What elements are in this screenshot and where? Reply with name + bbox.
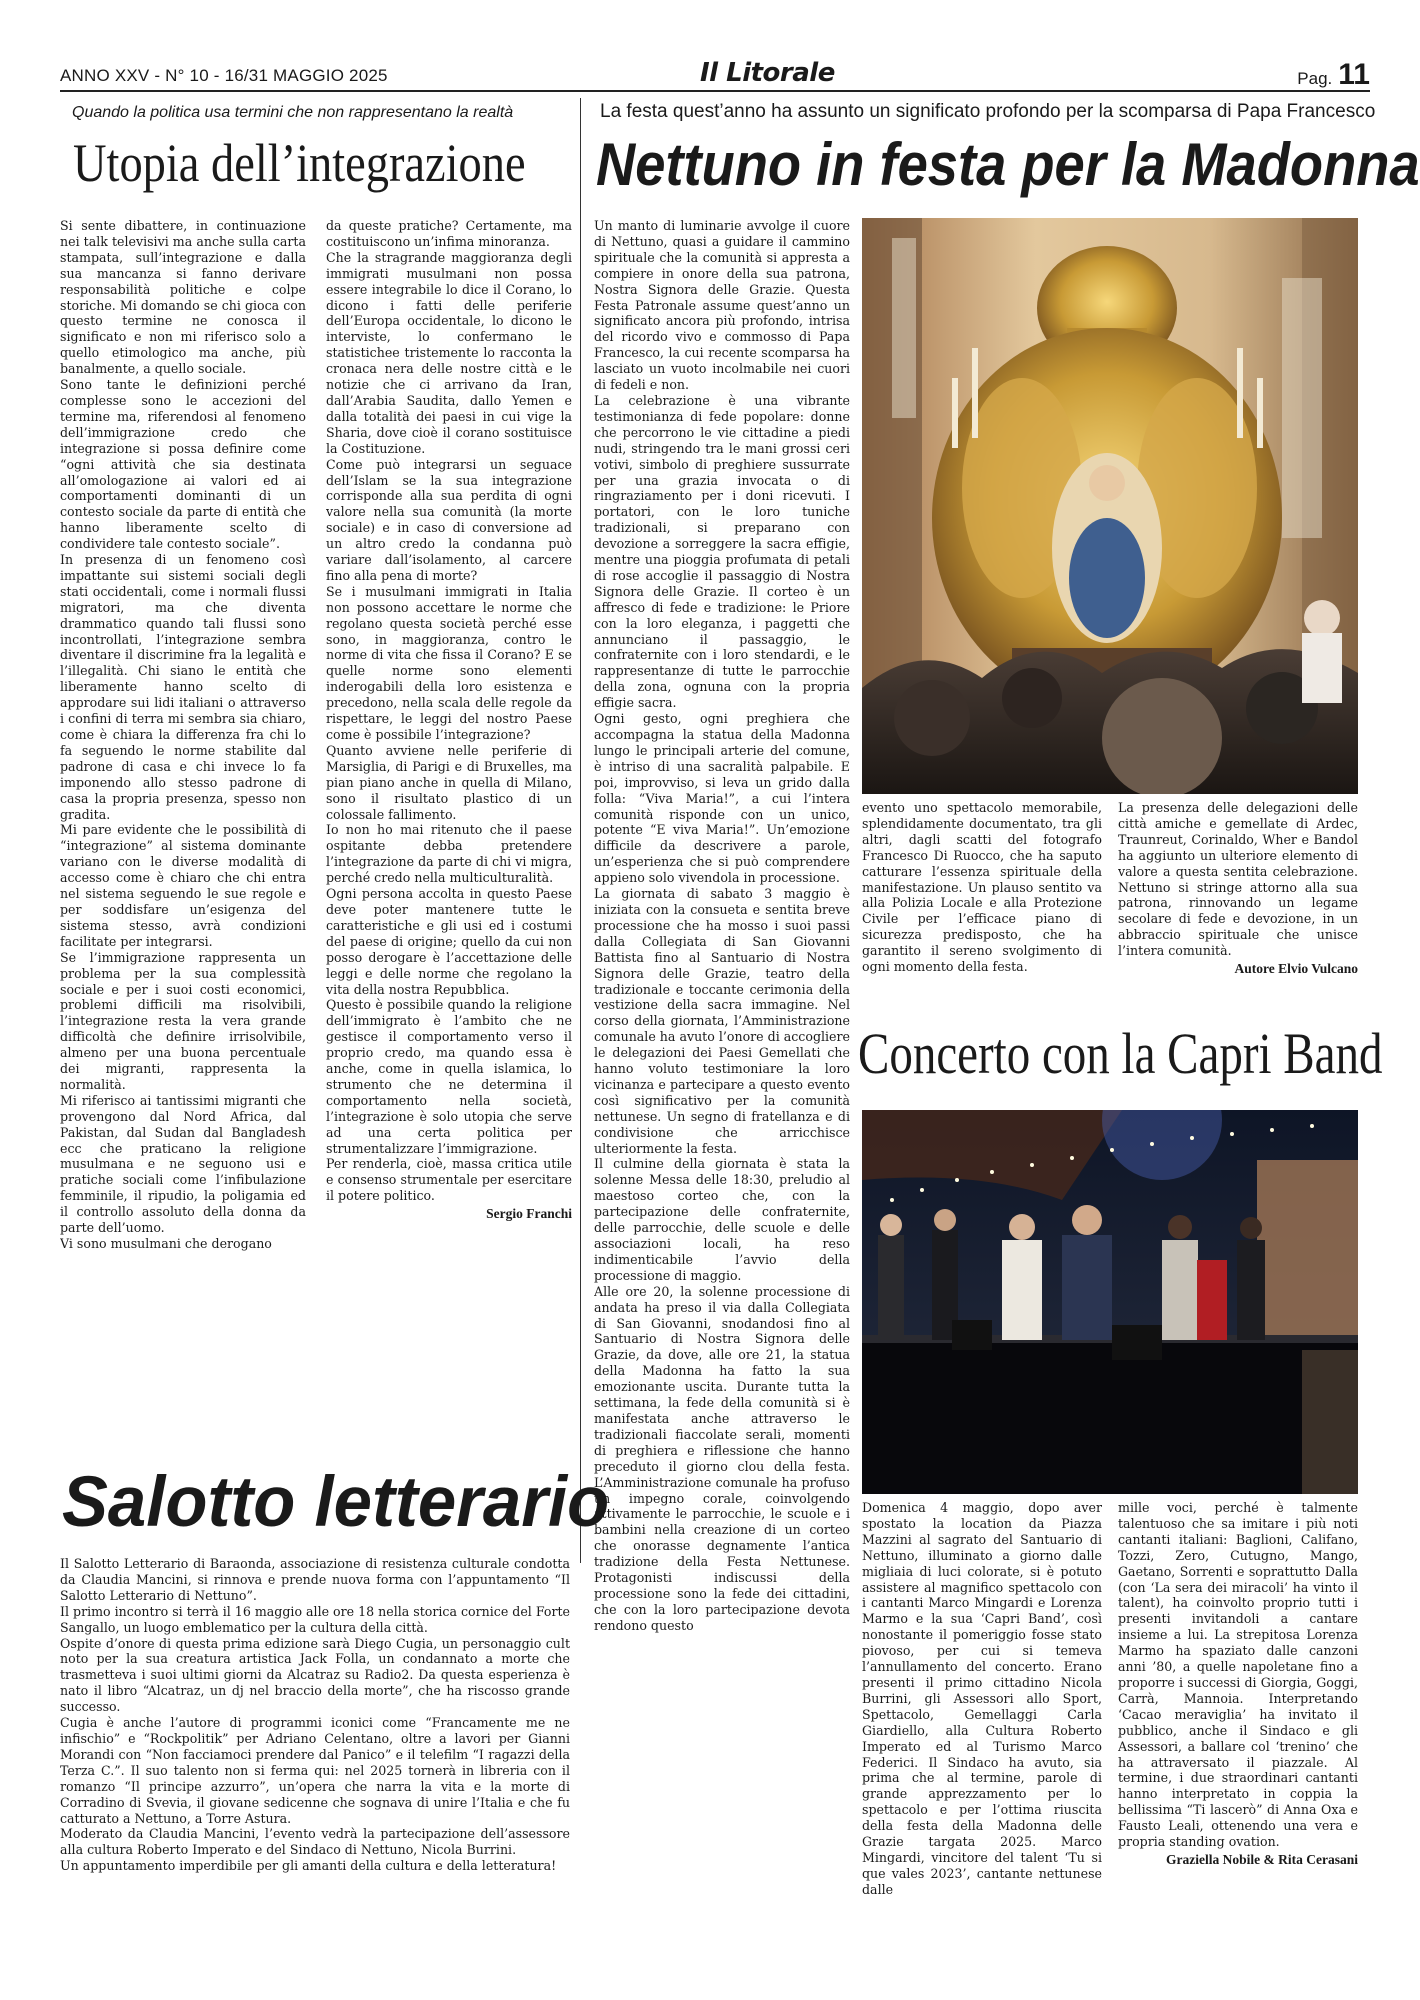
paragraph: Mi riferisco ai tantissimi migranti che provengono dal Nord Africa, dal Pakistan, dal Sudan dal Bangladesh ecc che praticano la religione musulmana e ne seguono usi e pratiche sociali come l’infibulazione femminile, il ripudio, la poligamia ed il controllo assoluto della donna da parte dell’uomo.: [60, 1092, 306, 1236]
utopia-kicker: Quando la politica usa termini che non rappresentano la realtà: [72, 104, 514, 121]
utopia-column-2: [326, 218, 572, 1450]
paragraph: Per renderla, cioè, massa critica utile e consenso strumentale per esercitare il potere politico.: [326, 1156, 572, 1204]
concerto-author: Graziella Nobile & Rita Cerasani: [1166, 1851, 1358, 1867]
column-divider: [580, 98, 581, 1563]
paragraph: Si sente dibattere, in continuazione nei talk televisivi ma anche sulla carta stampata, sull’integrazione e dalla sua mancanza si fanno derivare responsabilità politiche e colpe storiche. Mi domando se chi gioca con questo termine ne conosca il significato e non mi riferisco solo a quello etimologico ma anche, più banalmente, a quello sociale.: [60, 218, 306, 377]
paragraph: Il Salotto Letterario di Baraonda, associazione di resistenza culturale condotta da Claudia Mancini, si rinnova e prende nuova forma con l’appuntamento “Il Salotto Letterario di Nettuno”.: [60, 1556, 570, 1603]
paragraph: La celebrazione è una vibrante testimonianza di fede popolare: donne che percorrono le vie cittadine a piedi nudi, stringendo tra le mani grossi ceri votivi, simbolo di preghiere sussurrate per una grazia invocata o di ringraziamento per i doni ricevuti. I portatori, con le loro tuniche tradizionali, si preparano con devozione a sorreggere la sacra effigie, mentre una pioggia profumata di petali di rose accoglie il passaggio di Nostra Signora delle Grazie. Il corteo è un affresco di fede e tradizione: le Priore con la loro eleganza, i paggetti che annunciano il passaggio, le confraternite con i loro stendardi, e le rappresentanze di tutte le parrocchie della zona, ognuna con la propria effigie sacra.: [594, 392, 850, 711]
utopia-author: Sergio Franchi: [486, 1206, 572, 1222]
paragraph: Se l’immigrazione rappresenta un problema per la sua complessità sociale e per i suoi costi economici, problemi difficili ma risolvibili, l’integrazione resta la vera grande difficoltà che definire irrisolvibile, almeno per una buona percentuale dei migranti, rappresenta la normalità.: [60, 949, 306, 1092]
madonna-procession-photo: [862, 218, 1358, 794]
paragraph: Mi pare evidente che le possibilità di “integrazione” al sistema dominante variano con le diverse modalità di accesso come è chiaro che chi entra nel sistema seguendo le sue regole e per soddisfare un’esigenza del sistema stesso, avrà condizioni facilitate per integrarsi.: [60, 822, 306, 949]
paragraph: Sono tante le definizioni perché complesse sono le accezioni del termine ma, riferendosi al fenomeno dell’immigrazione credo che integrazione si possa definire come “ogni attività che sia destinata all’omologazione ai valori ed ai comportamenti dominanti di un contesto sociale da parte di entità che hanno liberamente scelto di condividere tale contesto sociale”.: [60, 377, 306, 552]
madonna-author: Autore Elvio Vulcano: [1234, 961, 1358, 977]
madonna-column-3: [1118, 800, 1358, 1022]
newspaper-name: Il Litorale: [700, 58, 835, 88]
madonna-column-1: [594, 218, 850, 1974]
madonna-kicker: La festa quest’anno ha assunto un significato profondo per la scomparsa di Papa Francesco: [600, 101, 1376, 122]
concerto-column-1: [862, 1500, 1102, 1976]
paragraph: Il culmine della giornata è stata la solenne Messa delle 18:30, preludio al maestoso corteo che, con la partecipazione delle confraternite, delle parrocchie, delle scuole e delle associazioni locali, ha reso indimenticabile l’avvio della processione di maggio.: [594, 1156, 850, 1283]
paragraph: Come può integrarsi un seguace dell’Islam se la sua integrazione corrisponde alla sua perdita di ogni valore nella sua comunità (la morte sociale) e in caso di conversione ad un altro credo la condanna può variare dall’isolamento, al carcere fino alla pena di morte?: [326, 456, 572, 583]
paragraph: La presenza delle delegazioni delle città amiche e gemellate di Ardec, Traunreut, Corinaldo, Wher e Bandol ha aggiunto un ulteriore elemento di valore a questa sentita celebrazione. Nettuno si stringe attorno alla sua patrona, rinnovando un legame secolare di fede e devozione, in un abbraccio spirituale che unisce l’intera comunità.: [1118, 800, 1358, 959]
paragraph: Quanto avviene nelle periferie di Marsiglia, di Parigi e di Bruxelles, ma pian piano anche in quella di Milano, sono il risultato plastico di un colossale fallimento.: [326, 742, 572, 822]
paragraph: Questo è possibile quando la religione dell’immigrato è l’ambito che ne gestisce il comportamento verso il proprio credo, ma quando essa è anche, come in quella islamica, lo strumento che ne determina il comportamento nella società, l’integrazione è solo utopia che serve ad una certa politica per strumentalizzare l’immigrazione.: [326, 997, 572, 1156]
paragraph: Cugia è anche l’autore di programmi iconici come “Francamente me ne infischio” e “Rockpolitik” per Adriano Celentano, oltre a lavori per Gianni Morandi con “Non facciamoci prendere dal Panico” e il telefilm “I ragazzi della Terza C.”. Il suo talento non si ferma qui: nel 2025 tornerà in libreria con il romanzo “Il principe azzurro”, un’opera che narra la vita e la morte di Corradino di Svevia, il giovane sedicenne che sognava di unire l’Italia e che fu catturato a Nettuno, a Torre Astura.: [60, 1715, 570, 1826]
concert-photo: [862, 1110, 1358, 1494]
paragraph: Se i musulmani immigrati in Italia non possono accettare le norme che regolano questa società perché esse sono, in maggioranza, contro le norme di vita che fissa il Corano? E se quelle norme sono elementi inderogabili della loro esistenza e precedono, nella scala delle regole da rispettare, le leggi del nostro Paese come è possibile l’integrazione?: [326, 583, 572, 742]
paragraph: La giornata di sabato 3 maggio è iniziata con la consueta e sentita breve processione che ha mosso i suoi passi dalla Collegiata di San Giovanni Battista fino al Santuario di Nostra Signora delle Grazie, teatro della tradizionale e toccante cerimonia della vestizione della sacra immagine. Nel corso della giornata, l’Amministrazione comunale ha avuto l’onore di accogliere le delegazioni dei Paesi Gemellati che hanno voluto testimoniare la loro vicinanza e partecipare a questo evento così significativo per la comunità nettunese. Un segno di fratellanza e di condivisione che arricchisce ulteriormente la festa.: [594, 886, 850, 1156]
madonna-title: Nettuno in festa per la Madonna: [596, 131, 1420, 198]
paragraph: Il primo incontro si terrà il 16 maggio alle ore 18 nella storica cornice del Forte Sangallo, un luogo emblematico per la cultura della città.: [60, 1603, 570, 1635]
salotto-title: Salotto letterario: [62, 1463, 610, 1542]
masthead: [60, 58, 1370, 92]
madonna-column-2: [862, 800, 1102, 1022]
paragraph: Vi sono musulmani che derogano: [60, 1236, 272, 1251]
paragraph: Un manto di luminarie avvolge il cuore di Nettuno, quasi a guidare il cammino spirituale che la comunità si appresta a compiere in onore della sua patrona, Nostra Signora delle Grazie. Questa Festa Patronale assume quest’anno un significato ancora più profondo, intrisa del ricordo vivo e commosso di Papa Francesco, la cui recente scomparsa ha lasciato un vuoto incolmabile nei cuori di fedeli e non.: [594, 218, 850, 393]
page-label: Pag.: [1297, 69, 1333, 88]
paragraph: evento uno spettacolo memorabile, splendidamente documentato, tra gli altri, dagli scatti del fotografo Francesco Di Ruocco, che ha saputo catturare l’essenza spirituale della manifestazione. Un plauso sentito va alla Polizia Locale e alla Protezione Civile per l’efficace piano di sicurezza predisposto, che ha garantito il sereno svolgimento di ogni momento della festa.: [862, 800, 1102, 975]
salotto-body: [60, 1556, 570, 1976]
utopia-column-1: [60, 218, 306, 1450]
concerto-title: Concerto con la Capri Band: [858, 1021, 1383, 1086]
paragraph: Moderato da Claudia Mancini, l’evento vedrà la partecipazione dell’assessore alla cultura Roberto Imperato e del Sindaco di Nettuno, Nicola Burrini.: [60, 1826, 570, 1858]
paragraph: da queste pratiche? Certamente, ma costituiscono un’infima minoranza.: [326, 218, 572, 249]
paragraph: Che la stragrande maggioranza degli immigrati musulmani non possa essere integrabile lo dice il Corano, lo dicono i fatti delle periferie dell’Europa occidentale, lo dicono le interviste, lo confermano le statistichee tristemente lo racconta la cronaca nera delle nostre città e le notizie che ci arrivano da Iran, dall’Arabia Saudita, dallo Yemen e dalla totalità dei paesi in cui vige la Sharia, dove cioè il corano sostituisce la Costituzione.: [326, 249, 572, 456]
paragraph: mille voci, perché è talmente talentuoso che sa imitare i più noti cantanti italiani: Baglioni, Califano, Tozzi, Zero, Cutugno, Mango, Gaetano, Sorrenti e soprattutto Dalla (con ‘La sera dei miracoli’ ha vinto il talent), ha coinvolto proprio tutti i presenti invitandoli a cantare insieme a lui. La strepitosa Lorenza Marmo ha spaziato dalle canzoni anni ’80, a quelle napoletane fino a proporre i successi di Giorgia, Goggi, Carrà, Mannoia. Interpretando ‘Cacao meraviglia’ ha invitato il pubblico, anche il Sindaco e gli Assessori, a ballare col ‘trenino’ che ha attraversato il piazzale. Al termine, i due straordinari cantanti hanno interpretato in coppia la bellissima “Ti lascerò” di Anna Oxa e Fausto Leali, ottenendo una vera e propria standing ovation.: [1118, 1500, 1358, 1850]
paragraph: Un appuntamento imperdibile per gli amanti della cultura e della letteratura!: [60, 1858, 557, 1874]
paragraph: Domenica 4 maggio, dopo aver spostato la location da Piazza Mazzini al sagrato del Santuario di Nettuno, illuminato a giorno dalle migliaia di luci colorate, si è potuto assistere al magnifico spettacolo con i cantanti Marco Mingardi e Lorenza Marmo e la sua ‘Capri Band’, così nonostante il pomeriggio fosse stato piovoso, per cui si temeva l’annullamento del concerto. Erano presenti il primo cittadino Nicola Burrini, gli Assessori allo Sport, Spettacolo, Gemellaggi Carla Giardiello, alla Cultura Roberto Imperato ed al Turismo Marco Federici. Il Sindaco ha avuto, sia prima che al termine, parole di grande apprezzamento per lo spettacolo e per l’ottima riuscita della festa della Madonna delle Grazie targata 2025. Marco Mingardi, vincitore del talent ‘Tu si que vales 2023’, cantante nettunese dalle: [862, 1500, 1102, 1897]
page-number-value: 11: [1338, 58, 1370, 91]
paragraph: Ogni persona accolta in questo Paese deve poter mantenere tutte le caratteristiche e gli usi ed i costumi del paese di origine; quello da cui non posso derogare è l’accettazione delle leggi e delle norme che regolano la vita della nostra Repubblica.: [326, 886, 572, 997]
paragraph: Alle ore 20, la solenne processione di andata ha preso il via dalla Collegiata di San Giovanni, snodandosi fino al Santuario di Nostra Signora delle Grazie, da dove, alle ore 21, la statua della Madonna ha fatto la sua emozionante uscita. Durante tutta la settimana, la fede della comunità si è manifestata anche attraverso le tradizionali fiaccolate serali, momenti di preghiera e riflessione che hanno preceduto il giorno clou della festa. L’Amministrazione comunale ha profuso un impegno corale, coinvolgendo attivamente le parrocchie, le scuole e i bambini nella creazione di un corteo che onorasse degnamente l’antica tradizione della Festa Nettunese. Protagonisti indiscussi della processione sono la fede dei cittadini, che con la loro partecipazione devota rendono questo: [594, 1283, 850, 1633]
paragraph: Io non ho mai ritenuto che il paese ospitante debba pretendere l’integrazione da parte di chi vi migra, perché credo nella multiculturalità.: [326, 822, 572, 886]
paragraph: Ospite d’onore di questa prima edizione sarà Diego Cugia, un personaggio cult noto per la sua creatura artistica Jack Folla, un condannato a morte che trasmetteva i suoi ultimi giorni da Alcatraz su Radio2. Da questa esperienza è nato il libro “Alcatraz, un dj nel braccio della morte”, che ha riscosso grande successo.: [60, 1635, 570, 1715]
page-number: [1297, 58, 1370, 92]
concerto-column-2: [1118, 1500, 1358, 1976]
issue-info: ANNO XXV - N° 10 - 16/31 MAGGIO 2025: [60, 66, 388, 85]
paragraph: Ogni gesto, ogni preghiera che accompagna la statua della Madonna lungo le principali arterie del comune, è intriso di una sacralità palpabile. E poi, improvviso, si leva un grido dalla folla: “Viva Maria!”, a cui l’intera comunità risponde con un unico, potente “E viva Maria!”. Un’emozione difficile da descrivere a parole, un’esperienza che si può comprendere appieno solo vivendola in processione.: [594, 711, 850, 886]
paragraph: In presenza di un fenomeno così impattante sui sistemi sociali degli stati occidentali, come i normali flussi migratori, ma che diventa drammatico quando tali flussi sono incontrollati, l’integrazione sembra diventare il discrimine fra la legalità e l’illegalità. Chi siano le entità che liberamente hanno scelto di approdare sui lidi italiani o attraverso i confini di terra mi sembra sia chiaro, come è chiara la differenza fra chi lo fa seguendo le norme stabilite dal padrone di casa e chi invece lo fa imponendo allo stesso padrone di casa la propria presenza, spesso non gradita.: [60, 552, 306, 822]
utopia-title: Utopia dell’integrazione: [73, 133, 526, 193]
